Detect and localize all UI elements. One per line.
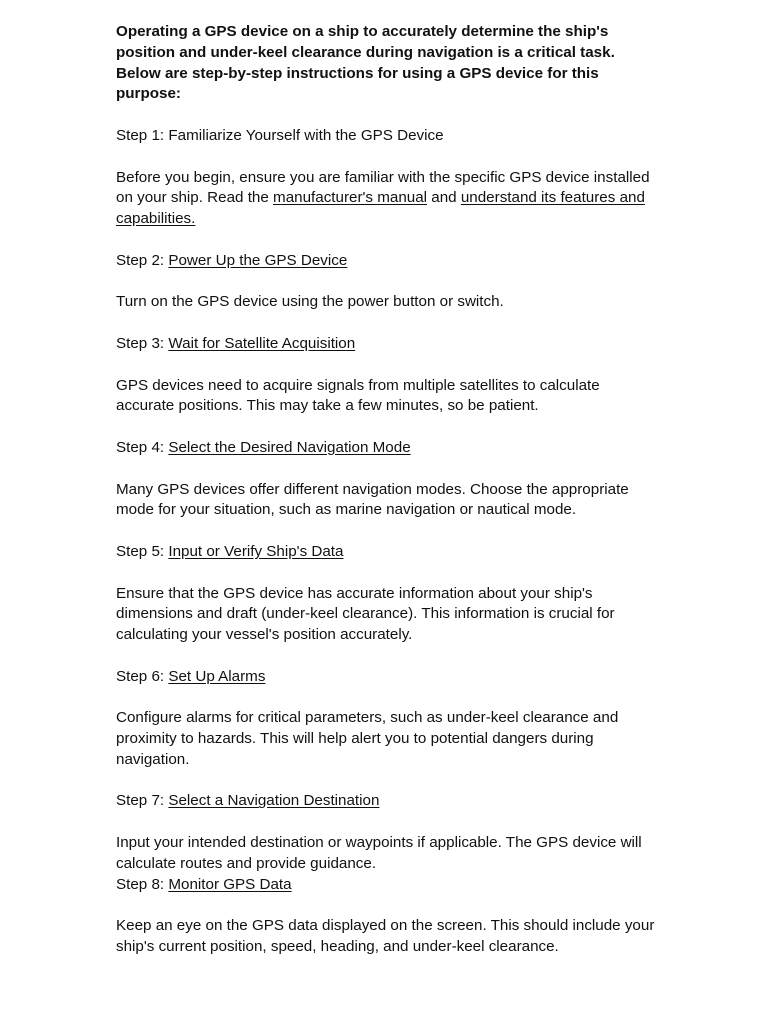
step-prefix: Step 6: bbox=[116, 667, 169, 685]
step-heading-1 bbox=[116, 126, 656, 147]
step-prefix: Step 5: bbox=[116, 542, 169, 560]
body-text: Before you begin, ensure you are familiar with the specific GPS device installed on your ship. Read the bbox=[116, 168, 650, 207]
intro-paragraph: Operating a GPS device on a ship to accurately determine the ship's position and under-keel clearance during navigation is a critical task. Below are step-by-step instructions for using a GPS device for this purpose: bbox=[116, 23, 615, 103]
step-title-link[interactable]: Monitor GPS Data bbox=[168, 875, 292, 893]
step-heading-6 bbox=[116, 667, 656, 688]
step-title-link[interactable]: Input or Verify Ship's Data bbox=[168, 542, 344, 560]
step-title-link[interactable]: Select the Desired Navigation Mode bbox=[168, 438, 411, 456]
step-prefix: Step 1: bbox=[116, 126, 169, 144]
step-title-link[interactable]: Select a Navigation Destination bbox=[168, 792, 380, 810]
step-prefix: Step 3: bbox=[116, 334, 169, 352]
step-title: Familiarize Yourself with the GPS Device bbox=[168, 126, 444, 144]
step-body-6: Configure alarms for critical parameters, such as under-keel clearance and proximity to hazards. This will help alert you to potential dangers during navigation. bbox=[116, 709, 619, 768]
step-prefix: Step 2: bbox=[116, 251, 169, 269]
step-title-link[interactable]: Wait for Satellite Acquisition bbox=[168, 334, 356, 352]
step-body-7: Input your intended destination or waypoints if applicable. The GPS device will calculate routes and provide guidance. bbox=[116, 834, 642, 872]
step-body-2: Turn on the GPS device using the power button or switch. bbox=[116, 293, 504, 311]
step-prefix: Step 7: bbox=[116, 792, 169, 810]
manufacturers-manual-link[interactable]: manufacturer's manual bbox=[273, 189, 428, 207]
step-heading-4 bbox=[116, 438, 656, 459]
step-title-link[interactable]: Set Up Alarms bbox=[168, 667, 266, 685]
step-prefix: Step 8: bbox=[116, 875, 169, 893]
step-title-link[interactable]: Power Up the GPS Device bbox=[168, 251, 348, 269]
step-body-8: Keep an eye on the GPS data displayed on the screen. This should include your ship's current position, speed, heading, and under-keel clearance. bbox=[116, 917, 655, 956]
step-prefix: Step 4: bbox=[116, 438, 169, 456]
step-heading-8 bbox=[116, 875, 656, 896]
step-body-3: GPS devices need to acquire signals from multiple satellites to calculate accurate positions. This may take a few minutes, so be patient. bbox=[116, 376, 600, 415]
step-heading-7 bbox=[116, 791, 656, 812]
step-heading-5 bbox=[116, 542, 656, 563]
step-heading-3 bbox=[116, 334, 656, 355]
understand-features-link[interactable]: understand its features and capabilities. bbox=[116, 189, 645, 228]
document-page bbox=[116, 22, 656, 958]
step-heading-2 bbox=[116, 251, 656, 272]
step-body-4: Many GPS devices offer different navigation modes. Choose the appropriate mode for your situation, such as marine navigation or nautical mode. bbox=[116, 480, 629, 519]
step-body-5: Ensure that the GPS device has accurate information about your ship's dimensions and draft (under-keel clearance). This information is crucial for calculating your vessel's position accurately. bbox=[116, 584, 615, 644]
body-text: and bbox=[427, 189, 461, 207]
step-body-1 bbox=[116, 168, 656, 230]
